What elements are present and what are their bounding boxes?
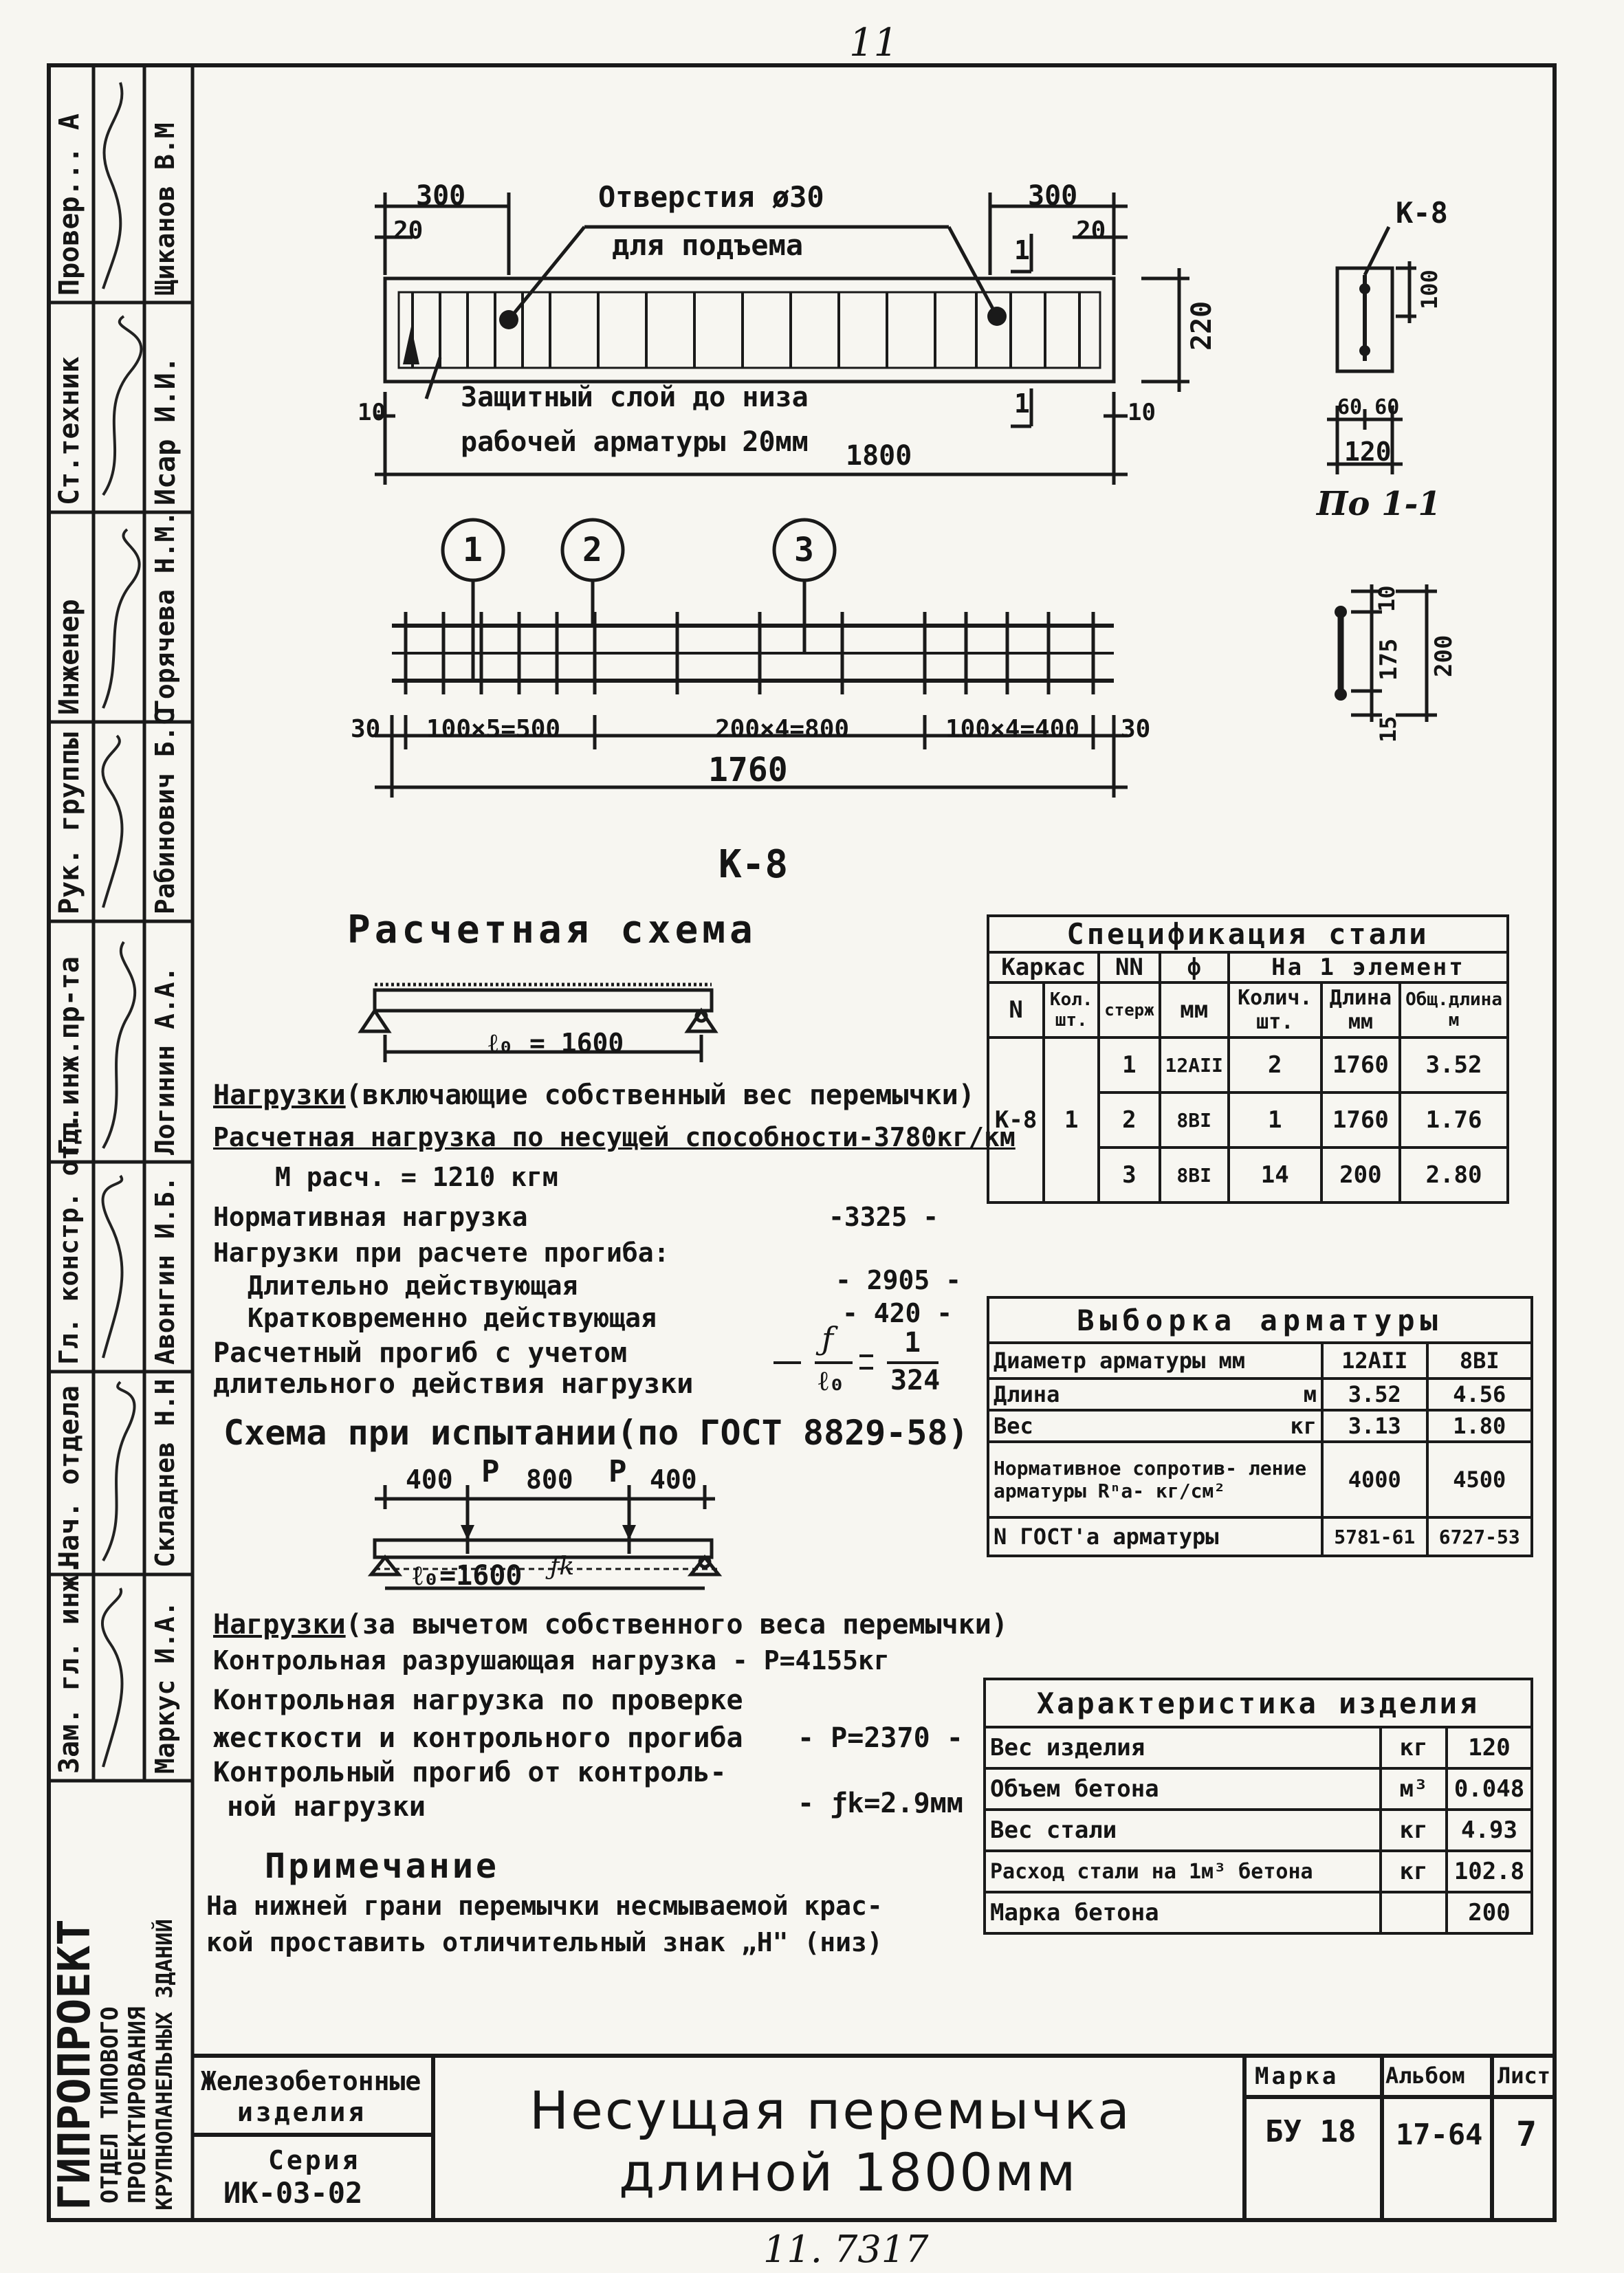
stamp-name-1: Щиканов В.М <box>150 122 180 296</box>
drawing-title-line-2: длиной 1800мм <box>619 2142 1078 2203</box>
cage-dim-30-right: 30 <box>1121 715 1151 743</box>
test-dim-400-left: 400 <box>406 1464 453 1495</box>
stamp-name-4: Рабинович Б.С <box>150 710 180 914</box>
cover-label-2: рабочей арматуры 20мм <box>461 426 809 458</box>
stamp-name-2: Исар И.И. <box>150 356 182 505</box>
test-heading: Схема при испытании(по ГОСТ 8829-58) <box>223 1413 969 1453</box>
cage-dim-seg3: 100×4=400 <box>945 715 1080 743</box>
cage-dim-seg1: 100×5=500 <box>426 715 561 743</box>
stamp-role-5: Гл.инж.пр-та <box>54 956 85 1155</box>
calc-line-3-label: Нормативная нагрузка <box>213 1202 528 1232</box>
test-line-5-label: ной нагрузки <box>227 1791 426 1823</box>
product-unit: м³ <box>1381 1768 1447 1810</box>
test-line-2: Контрольная нагрузка по проверке <box>213 1684 743 1716</box>
test-loads-title: Нагрузки <box>213 1609 346 1640</box>
test-span: ℓ₀=1600 <box>413 1560 523 1592</box>
calc-line-6-label: Кратковременно действующая <box>248 1303 657 1333</box>
cage-total-length: 1760 <box>708 751 788 789</box>
product-value: 0.048 <box>1447 1768 1532 1810</box>
spec-row-total: 1.76 <box>1400 1092 1508 1148</box>
test-fk: ƒk <box>550 1552 575 1581</box>
calc-line-3-value: -3325 - <box>829 1202 939 1232</box>
product-label: Вес стали <box>985 1810 1381 1851</box>
stamp-role-2: Ст.техник <box>54 356 85 505</box>
stamp-name-7: Складнев Н.Н <box>150 1379 180 1568</box>
note-line-1: На нижней грани перемычки несмываемой крас- <box>206 1891 883 1921</box>
page-number: 11 <box>849 21 899 65</box>
spec-row-qty: 1 <box>1229 1092 1321 1148</box>
marka-value: БУ 18 <box>1265 2114 1357 2149</box>
spec-row-len: 1760 <box>1321 1037 1400 1092</box>
rebar-a: 4000 <box>1322 1442 1427 1517</box>
callout-1: 1 <box>463 531 483 569</box>
callout-2: 2 <box>582 531 602 569</box>
calc-line-5-label: Длительно действующая <box>248 1271 578 1301</box>
title-category-2: изделия <box>237 2097 367 2127</box>
stamp-role-3: Инженер <box>54 599 85 715</box>
product-unit: кг <box>1381 1810 1447 1851</box>
callout-3: 3 <box>794 531 814 569</box>
note-line-2: кой проставить отличительный знак „Н" (низ) <box>206 1927 883 1957</box>
rebar-a: 12AII <box>1322 1343 1427 1379</box>
section-dim-10: 10 <box>1374 585 1400 612</box>
calc-deflection-num: 1 <box>904 1327 921 1359</box>
section-dim-6060: 60 60 <box>1337 395 1400 419</box>
spec-row-phi: 8BI <box>1160 1148 1229 1203</box>
albom-value: 17-64 <box>1396 2118 1483 2151</box>
product-value: 200 <box>1447 1892 1532 1933</box>
rebar-label-text: Длина <box>994 1381 1060 1407</box>
calc-line-7: Расчетный прогиб с учетом <box>213 1337 628 1369</box>
stamp-role-1: Провер... А <box>54 113 85 296</box>
dim-10-left: 10 <box>358 399 386 426</box>
section-dim-200: 200 <box>1430 635 1458 677</box>
test-loads-note: (за вычетом собственного веса перемычки) <box>345 1609 1008 1640</box>
series-label: Серия <box>268 2145 361 2175</box>
dim-20-left: 20 <box>393 217 424 245</box>
rebar-b: 4500 <box>1427 1442 1533 1517</box>
spec-h-kol: Кол. шт. <box>1044 982 1099 1037</box>
spec-row-len: 1760 <box>1321 1092 1400 1148</box>
dim-20-right: 20 <box>1076 217 1106 245</box>
holes-label: Отверстия ø30 <box>598 180 824 214</box>
series-value: ИК-03-02 <box>223 2176 363 2210</box>
product-value: 4.93 <box>1447 1810 1532 1851</box>
spec-row-phi: 8BI <box>1160 1092 1229 1148</box>
spec-h-sterzh: стерж <box>1099 982 1159 1037</box>
cover-label: Защитный слой до низа <box>461 382 809 413</box>
test-line-5-value: - ƒk=2.9мм <box>798 1788 963 1819</box>
spec-karkas-name: К-8 <box>988 1037 1044 1203</box>
spec-karkas-qty: 1 <box>1044 1037 1099 1203</box>
product-label: Вес изделия <box>985 1727 1381 1768</box>
archive-number: 11. 7317 <box>763 2228 929 2271</box>
section-dim-175: 175 <box>1375 638 1403 681</box>
rebar-b: 6727-53 <box>1427 1517 1533 1556</box>
test-dim-800: 800 <box>526 1464 573 1495</box>
rebar-label: Нормативное сопротив- ление арматуры Rⁿa- кг/см² <box>988 1442 1322 1517</box>
rebar-a: 3.52 <box>1322 1379 1427 1410</box>
rebar-b: 1.80 <box>1427 1410 1533 1442</box>
stamp-name-8: Маркус И.А. <box>150 1601 180 1774</box>
spec-h-mm: мм <box>1160 982 1229 1037</box>
cage-dim-seg2: 200×4=800 <box>715 715 850 743</box>
drawing-title-line-1: Несущая перемычка <box>529 2080 1132 2141</box>
calc-deflection-den: 324 <box>890 1365 941 1396</box>
spec-row-phi: 12AII <box>1160 1037 1229 1092</box>
spec-h-obsh: Общ.длина м <box>1400 982 1508 1037</box>
section-dim-15: 15 <box>1375 716 1401 743</box>
spec-row-total: 2.80 <box>1400 1148 1508 1203</box>
rebar-unit: кг <box>1290 1413 1317 1439</box>
product-label: Объем бетона <box>985 1768 1381 1810</box>
stamp-role-7: Нач. отдела <box>54 1385 85 1568</box>
rebar-a: 5781-61 <box>1322 1517 1427 1556</box>
rebar-a: 3.13 <box>1322 1410 1427 1442</box>
albom-header: Альбом <box>1385 2063 1465 2089</box>
calc-line-5-value: - 2905 - <box>835 1265 962 1295</box>
spec-row-len: 200 <box>1321 1148 1400 1203</box>
product-value: 102.8 <box>1447 1851 1532 1892</box>
product-unit: кг <box>1381 1851 1447 1892</box>
stamp-name-6: Авонгин И.Б. <box>150 1176 180 1365</box>
rebar-b: 8BI <box>1427 1343 1533 1379</box>
spec-row-total: 3.52 <box>1400 1037 1508 1092</box>
section-mark-bottom: 1 <box>1014 388 1030 419</box>
spec-row-nn: 1 <box>1099 1037 1159 1092</box>
org-line-3: КРУПНОПАНЕЛЬНЫХ ЗДАНИЙ <box>151 1919 177 2210</box>
spec-h-na1: На 1 элемент <box>1229 952 1508 982</box>
spec-h-dlina: Длина мм <box>1321 982 1400 1037</box>
test-p-right: P <box>608 1454 627 1489</box>
calc-span: ℓ₀ = 1600 <box>488 1028 624 1058</box>
calc-loads-note: (включающие собственный вес перемычки) <box>345 1079 975 1111</box>
stamp-role-8: Зам. гл. инж. <box>54 1558 85 1774</box>
spec-h-n: N <box>988 982 1044 1037</box>
marka-header: Марка <box>1255 2063 1339 2090</box>
product-label: Марка бетона <box>985 1892 1381 1933</box>
spec-row-nn: 2 <box>1099 1092 1159 1148</box>
calc-deflection-l0: ℓ₀ <box>818 1365 846 1397</box>
calc-line-8: длительного действия нагрузки <box>213 1368 694 1400</box>
stamp-role-4: Рук. группы <box>54 732 85 914</box>
test-line-1: Контрольная разрушающая нагрузка - Р=4155кг <box>213 1645 890 1676</box>
rebar-label-text: Вес <box>994 1413 1033 1439</box>
calc-deflection-f: ƒ <box>822 1320 834 1357</box>
cage-name: К-8 <box>718 842 789 887</box>
list-value: 7 <box>1516 2114 1537 2154</box>
note-heading: Примечание <box>265 1846 500 1886</box>
calc-line-1: Расчетная нагрузка по несущей способности-3780кг/км <box>213 1122 1016 1152</box>
calc-line-4: Нагрузки при расчете прогиба: <box>213 1238 670 1268</box>
org-line-1: ОТДЕЛ ТИПОВОГО <box>96 2006 124 2204</box>
test-line-3-value: - Р=2370 - <box>798 1722 963 1754</box>
spec-row-qty: 14 <box>1229 1148 1321 1203</box>
rebar-unit: м <box>1303 1381 1317 1407</box>
height-220: 220 <box>1186 300 1218 351</box>
dim-300-right: 300 <box>1028 180 1078 212</box>
rebar-title: Выборка арматуры <box>988 1297 1532 1343</box>
rebar-b: 4.56 <box>1427 1379 1533 1410</box>
spec-h-karkas: Каркас <box>988 952 1099 982</box>
spec-title: Спецификация стали <box>988 916 1508 952</box>
stamp-name-5: Логинин А.А. <box>150 966 180 1155</box>
test-dim-400-right: 400 <box>650 1464 697 1495</box>
calc-line-6-value: - 420 - <box>842 1298 953 1328</box>
section-dim-100: 100 <box>1416 270 1442 309</box>
rebar-label: N ГОСТ'а арматуры <box>988 1517 1322 1556</box>
test-line-3-label: жесткости и контрольного прогиба <box>213 1722 743 1754</box>
rebar-label: Диаметр арматуры мм <box>988 1343 1322 1379</box>
list-header: Лист <box>1497 2063 1551 2089</box>
test-p-left: P <box>481 1454 500 1489</box>
product-unit: кг <box>1381 1727 1447 1768</box>
section-mark-top: 1 <box>1014 235 1030 265</box>
stamp-name-3: Горячева Н.М. <box>150 510 180 715</box>
calc-loads-title: Нагрузки <box>213 1079 346 1111</box>
spec-h-nn: NN <box>1099 952 1159 982</box>
spec-row-qty: 2 <box>1229 1037 1321 1092</box>
org-name: ГИПРОПРОЕКТ <box>50 1919 100 2210</box>
dim-10-right: 10 <box>1128 399 1156 426</box>
section-caption: По 1-1 <box>1317 485 1441 523</box>
calc-line-2: М расч. = 1210 кгм <box>275 1162 558 1192</box>
holes-label-2: для подъема <box>612 228 804 262</box>
org-line-2: ПРОЕКТИРОВАНИЯ <box>124 2006 151 2204</box>
title-category: Железобетонные <box>201 2066 421 2096</box>
spec-h-phi: ф <box>1160 952 1229 982</box>
calc-heading: Расчетная схема <box>347 908 757 952</box>
section-dim-120: 120 <box>1344 437 1392 467</box>
product-title: Характеристика изделия <box>985 1679 1532 1727</box>
test-line-4: Контрольный прогиб от контроль- <box>213 1757 727 1788</box>
section-k8-label: К-8 <box>1396 196 1448 230</box>
spec-row-nn: 3 <box>1099 1148 1159 1203</box>
spec-h-kolich: Колич. шт. <box>1229 982 1321 1037</box>
dim-300-left: 300 <box>416 180 466 212</box>
cage-dim-30-left: 30 <box>351 715 381 743</box>
stamp-role-6: Гл. констр. отд. <box>54 1112 84 1365</box>
product-label: Расход стали на 1м³ бетона <box>985 1851 1381 1892</box>
product-value: 120 <box>1447 1727 1532 1768</box>
length-1800: 1800 <box>846 440 912 472</box>
